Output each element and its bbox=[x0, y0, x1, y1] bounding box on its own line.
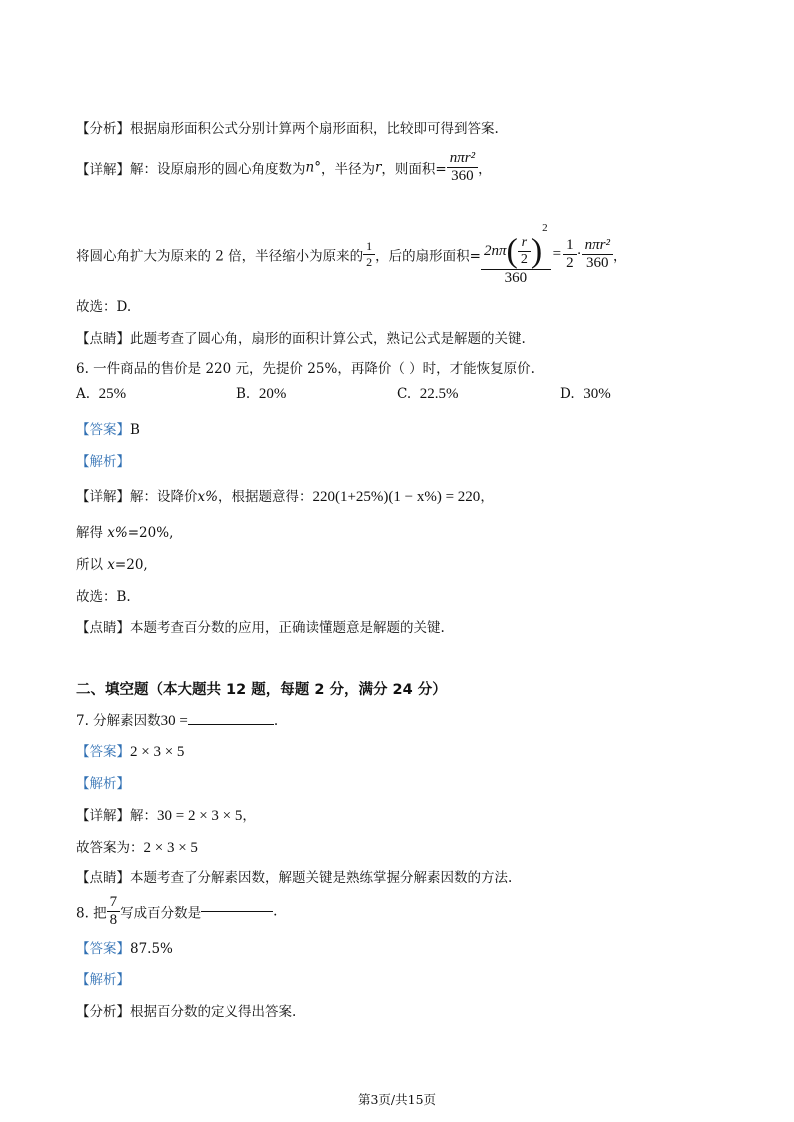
answer-blank[interactable] bbox=[188, 724, 274, 725]
page-footer: 第3页/共15页 bbox=[357, 1092, 437, 1107]
solve-result: =20%, bbox=[127, 525, 174, 541]
detail-tag: 【详解】 bbox=[76, 161, 130, 178]
period: . bbox=[273, 713, 279, 729]
comma: ， bbox=[480, 489, 494, 505]
fraction-numerator bbox=[481, 222, 551, 269]
section-heading: 二、填空题（本大题共 12 题，每题 2 分，满分 24 分） bbox=[76, 682, 447, 698]
fraction-denominator: 2 bbox=[363, 254, 375, 270]
answer-value: 87.5% bbox=[130, 941, 173, 957]
comma: ， bbox=[612, 248, 627, 265]
answer-tag: 【答案】 bbox=[76, 422, 130, 438]
fraction-numerator: 1 bbox=[366, 238, 373, 253]
q6-detail bbox=[76, 485, 494, 506]
q6-solve bbox=[76, 521, 173, 541]
fraction-denominator: 2 bbox=[563, 254, 577, 272]
detail-mid: ，后的扇形面积= bbox=[375, 248, 481, 265]
detail-text: 解：设原扇形的圆心角度数为 bbox=[130, 161, 306, 178]
q8-jiexi-tag: 【解析】 bbox=[76, 972, 130, 988]
period: . bbox=[273, 903, 278, 920]
x-percent: x% bbox=[197, 489, 218, 505]
q8-stem bbox=[76, 894, 277, 929]
detail-text: 解： bbox=[130, 808, 157, 824]
q6-comment bbox=[76, 616, 445, 636]
answer-value: 2 × 3 × 5 bbox=[130, 744, 185, 760]
detail-math: 30 = 2 × 3 × 5 bbox=[157, 808, 243, 824]
q7-detail bbox=[76, 804, 256, 825]
stem-text: 7. 分解素因数 bbox=[76, 713, 161, 729]
q5-comment bbox=[76, 327, 526, 347]
detail-tag: 【详解】 bbox=[76, 489, 130, 505]
stem-math: 30 = bbox=[160, 713, 188, 729]
two: 2 bbox=[518, 251, 531, 268]
q6-choice: 故选：B. bbox=[76, 589, 131, 605]
comment-text: 本题考查了分解素因数，解题关键是熟练掌握分解素因数的方法. bbox=[130, 870, 513, 886]
q5-analysis bbox=[76, 117, 499, 137]
comment-tag: 【点睛】 bbox=[76, 331, 130, 347]
analysis-text: 根据扇形面积公式分别计算两个扇形面积，比较即可得到答案. bbox=[130, 121, 499, 137]
detail-mid: ，根据题意得： bbox=[217, 489, 313, 505]
option-value: 25% bbox=[98, 386, 127, 402]
new-area-fraction bbox=[481, 222, 551, 287]
q8-analysis bbox=[76, 1000, 296, 1020]
so-result: =20, bbox=[114, 557, 148, 573]
q6-so bbox=[76, 553, 148, 573]
final-text: 故答案为： bbox=[76, 840, 144, 856]
q6-stem: 6. 一件商品的售价是 220 元，先提价 25%，再降价（ ）时，才能恢复原价. bbox=[76, 361, 535, 377]
q6-jiexi-tag: 【解析】 bbox=[76, 454, 130, 470]
q5-choice: 故选：D. bbox=[76, 299, 132, 315]
final-math: 2 × 3 × 5 bbox=[143, 840, 198, 856]
option-value: 22.5% bbox=[419, 386, 459, 402]
q6-option-d bbox=[560, 386, 611, 403]
rhs-fraction bbox=[582, 237, 613, 272]
radius-var: r bbox=[374, 159, 382, 176]
square: 2 bbox=[542, 222, 548, 234]
comment-text: 此题考查了圆心角，扇形的面积计算公式，熟记公式是解题的关键. bbox=[130, 331, 526, 347]
half-fraction bbox=[363, 239, 375, 270]
right-paren: ) bbox=[530, 232, 543, 270]
option-label: B. bbox=[236, 386, 251, 402]
q7-comment bbox=[76, 866, 512, 886]
answer-tag: 【答案】 bbox=[76, 941, 130, 957]
answer-blank[interactable] bbox=[201, 911, 273, 912]
fraction-denominator: 360 bbox=[582, 254, 613, 272]
option-label: D. bbox=[560, 386, 575, 402]
option-value: 20% bbox=[258, 386, 287, 402]
detail-mid: ，半径为 bbox=[320, 161, 375, 178]
fraction-denominator: 360 bbox=[447, 167, 478, 185]
equals: = bbox=[552, 245, 562, 262]
comment-text: 本题考查百分数的应用，正确读懂题意是解题的关键. bbox=[130, 620, 445, 636]
comma: ， bbox=[242, 808, 256, 824]
left-paren: ( bbox=[506, 232, 518, 270]
dot: · bbox=[576, 245, 582, 262]
x-var: x bbox=[107, 557, 115, 573]
x-percent: x% bbox=[107, 525, 128, 541]
analysis-tag: 【分析】 bbox=[76, 121, 130, 137]
detail-text: 解：设降价 bbox=[130, 489, 198, 505]
stem-text: 写成百分数是 bbox=[120, 905, 202, 922]
option-value: 30% bbox=[583, 386, 611, 402]
answer-tag: 【答案】 bbox=[76, 744, 130, 760]
so-prefix: 所以 bbox=[76, 557, 108, 573]
seven-eighths bbox=[107, 894, 121, 929]
solve-prefix: 解得 bbox=[76, 525, 108, 541]
rhs-half bbox=[563, 237, 577, 272]
detail-end: ，则面积= bbox=[381, 161, 447, 178]
q7-stem bbox=[76, 709, 278, 730]
q6-option-b bbox=[236, 386, 286, 403]
q5-detail-line2 bbox=[76, 222, 626, 287]
fraction-numerator: nπr² bbox=[584, 236, 610, 253]
comment-tag: 【点睛】 bbox=[76, 620, 130, 636]
q6-option-c bbox=[397, 386, 458, 403]
fraction-numerator: 7 bbox=[109, 894, 118, 910]
area-fraction bbox=[447, 150, 478, 185]
q5-detail-line1 bbox=[76, 150, 492, 185]
fraction-denominator: 360 bbox=[481, 269, 551, 287]
fraction-denominator: 8 bbox=[107, 911, 121, 929]
q7-jiexi-tag: 【解析】 bbox=[76, 776, 130, 792]
answer-value: B bbox=[130, 422, 140, 438]
equation: 220(1+25%)(1 − x%) = 220 bbox=[312, 489, 481, 505]
fraction-numerator: nπr² bbox=[449, 150, 476, 166]
q7-final bbox=[76, 836, 198, 857]
option-label: C. bbox=[397, 386, 412, 402]
q6-option-a bbox=[76, 386, 126, 403]
r-over-2 bbox=[518, 235, 531, 268]
detail-tag: 【详解】 bbox=[76, 808, 130, 824]
comment-tag: 【点睛】 bbox=[76, 870, 130, 886]
n-degree: n° bbox=[305, 159, 321, 176]
option-label: A. bbox=[76, 386, 91, 402]
analysis-tag: 【分析】 bbox=[76, 1004, 130, 1020]
r: r bbox=[521, 235, 528, 251]
q8-answer bbox=[76, 937, 173, 957]
q6-answer bbox=[76, 418, 140, 438]
fraction-numerator: 1 bbox=[566, 236, 574, 253]
comma: ， bbox=[478, 161, 492, 178]
analysis-text: 根据百分数的定义得出答案. bbox=[130, 1004, 297, 1020]
stem-prefix: 8. 把 bbox=[76, 905, 107, 922]
q7-answer bbox=[76, 740, 184, 761]
detail-text: 将圆心角扩大为原来的 2 倍，半径缩小为原来的 bbox=[76, 248, 364, 265]
coef: 2nπ bbox=[483, 243, 507, 260]
